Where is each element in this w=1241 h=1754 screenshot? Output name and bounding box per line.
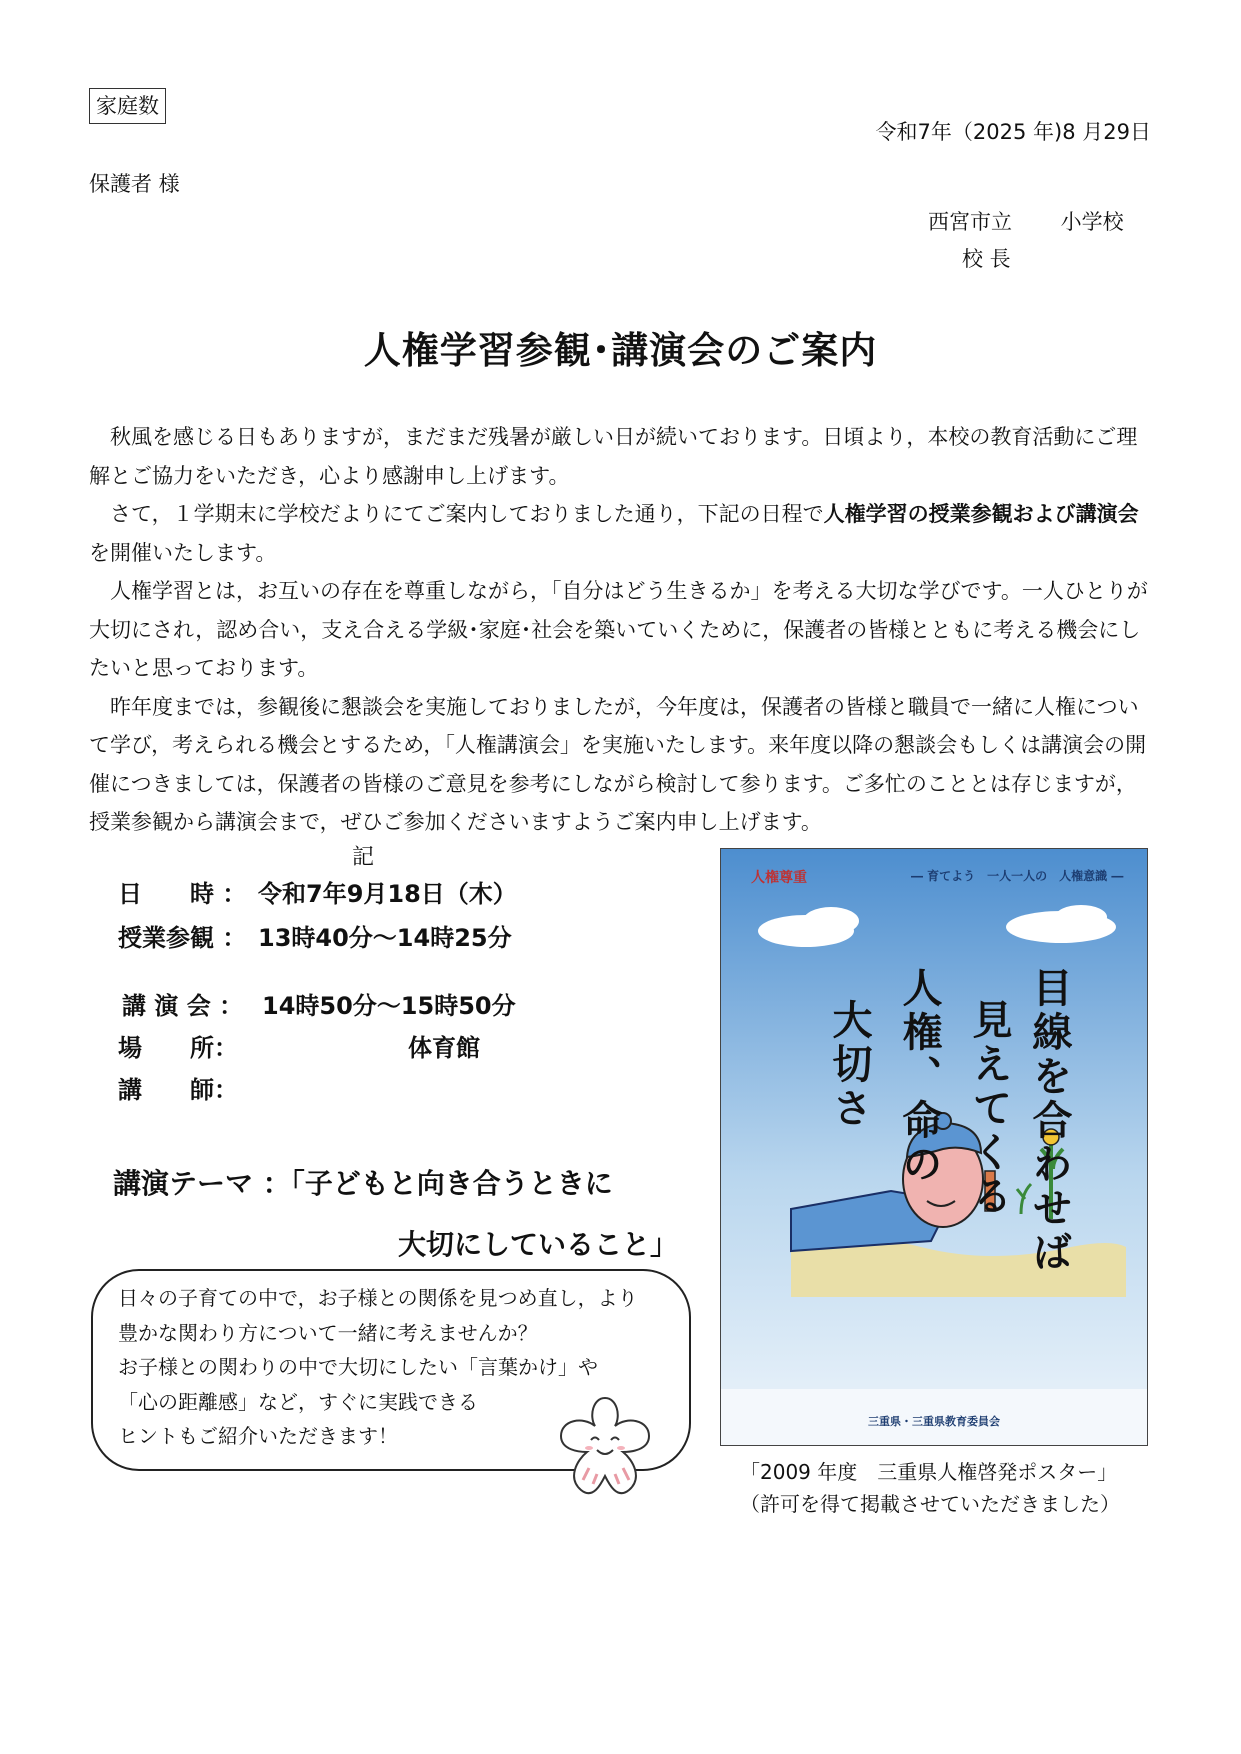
poster-phrase-4: 大切さ bbox=[826, 999, 872, 1131]
detail-lecture bbox=[122, 990, 516, 1022]
detail-place bbox=[118, 1032, 480, 1064]
paragraph-1: 秋風を感じる日もありますが，まだまだ残暑が厳しい日が続いております。日頃より，本校の教育活動にご理解とご協力をいただき，心より感謝申し上げます。 bbox=[89, 425, 1138, 488]
detail-place-label: 場 所： bbox=[118, 1034, 238, 1062]
detail-lecturer bbox=[118, 1074, 258, 1106]
detail-place-value: 体育館 bbox=[408, 1034, 480, 1062]
paragraph-2-emphasis: 人権学習の授業参観および講演会 bbox=[823, 502, 1139, 526]
detail-lecturer-label: 講 師： bbox=[118, 1076, 238, 1104]
paragraph-3: 人権学習とは，お互いの存在を尊重しながら，「自分はどう生きるか」を考える大切な学びです。一人ひとりが大切にされ，認め合い，支え合える学級･家庭･社会を築いていくために，保護者の皆様とともに考える機会にしたいと思っております。 bbox=[89, 579, 1148, 680]
poster-phrase-1: 目線を合わせば bbox=[1026, 967, 1072, 1275]
bubble-line: 豊かな関わり方について一緒に考えませんか？ bbox=[118, 1320, 538, 1345]
detail-class-value: 13時40分～14時25分 bbox=[258, 924, 512, 952]
detail-class bbox=[118, 922, 512, 954]
poster-top-right: ― 育てよう 一人一人の 人権意識 ― bbox=[911, 869, 1124, 883]
theme-label: 講演テーマ ： bbox=[113, 1167, 291, 1200]
caption-line-1: 「2009 年度 三重県人権啓発ポスター」 bbox=[740, 1460, 1118, 1484]
paragraph-2-text: さて，１学期末に学校だよりにてご案内しておりました通り，下記の日程で bbox=[110, 502, 824, 526]
detail-class-label: 授業参観 ： bbox=[118, 924, 247, 952]
page-title: 人権学習参観･講演会のご案内 bbox=[363, 329, 878, 372]
sakura-mascot-icon bbox=[545, 1390, 665, 1510]
detail-date-label: 日 時 ： bbox=[118, 880, 247, 908]
bubble-line: 「心の距離感」など，すぐに実践できる bbox=[118, 1389, 478, 1414]
theme-line-1 bbox=[113, 1164, 613, 1204]
household-count-tag: 家庭数 bbox=[89, 88, 166, 124]
poster-footer: 三重県・三重県教育委員会 bbox=[868, 1415, 1000, 1428]
detail-lecture-value: 14時50分～15時50分 bbox=[262, 992, 516, 1020]
letter-body bbox=[89, 418, 1149, 842]
poster-top-left: 人権尊重 bbox=[751, 870, 807, 886]
poster-caption bbox=[740, 1456, 1120, 1520]
theme-title-1: 「子どもと向き合うときに bbox=[290, 1167, 613, 1200]
addressee: 保護者 様 bbox=[89, 172, 180, 196]
paragraph-4: 昨年度までは，参観後に懇談会を実施しておりましたが，今年度は，保護者の皆様と職員で一緒に人権について学び，考えられる機会とするため，「人権講演会」を実施いたします。来年度以降の懇談会もしくは講演会の開催につきましては，保護者の皆様のご意見を参考にしながら検討して参ります。ご多忙のこととは存じますが，授業参観から講演会まで，ぜひご参加くださいますようご案内申し上げます。 bbox=[89, 694, 1147, 834]
bubble-line: 日々の子育ての中で，お子様との関係を見つめ直し，より bbox=[118, 1286, 638, 1310]
principal: 校 長 bbox=[962, 247, 1011, 271]
school-name: 西宮市立 小学校 bbox=[928, 210, 1124, 234]
bubble-line: お子様との関わりの中で大切にしたい「言葉かけ」や bbox=[118, 1355, 598, 1379]
bubble-line: ヒントもご紹介いただきます！ bbox=[118, 1424, 398, 1448]
poster-image bbox=[720, 848, 1148, 1446]
detail-date-value: 令和7年9月18日（木） bbox=[258, 880, 517, 908]
date: 令和7年（2025 年)8 月29日 bbox=[875, 120, 1151, 144]
caption-line-2: （許可を得て掲載させていただきました） bbox=[740, 1492, 1120, 1516]
paragraph-2-tail: を開催いたします。 bbox=[89, 540, 277, 565]
detail-lecture-label: 講 演 会 ： bbox=[122, 992, 244, 1020]
poster-phrase-3: 人権、命の bbox=[896, 967, 942, 1187]
detail-date bbox=[118, 878, 517, 910]
poster-phrase-2: 見えてくる bbox=[966, 999, 1012, 1219]
theme-title-2: 大切にしていること」 bbox=[398, 1228, 679, 1261]
paragraph-2 bbox=[89, 495, 1149, 572]
ki-marker: 記 bbox=[352, 845, 375, 870]
